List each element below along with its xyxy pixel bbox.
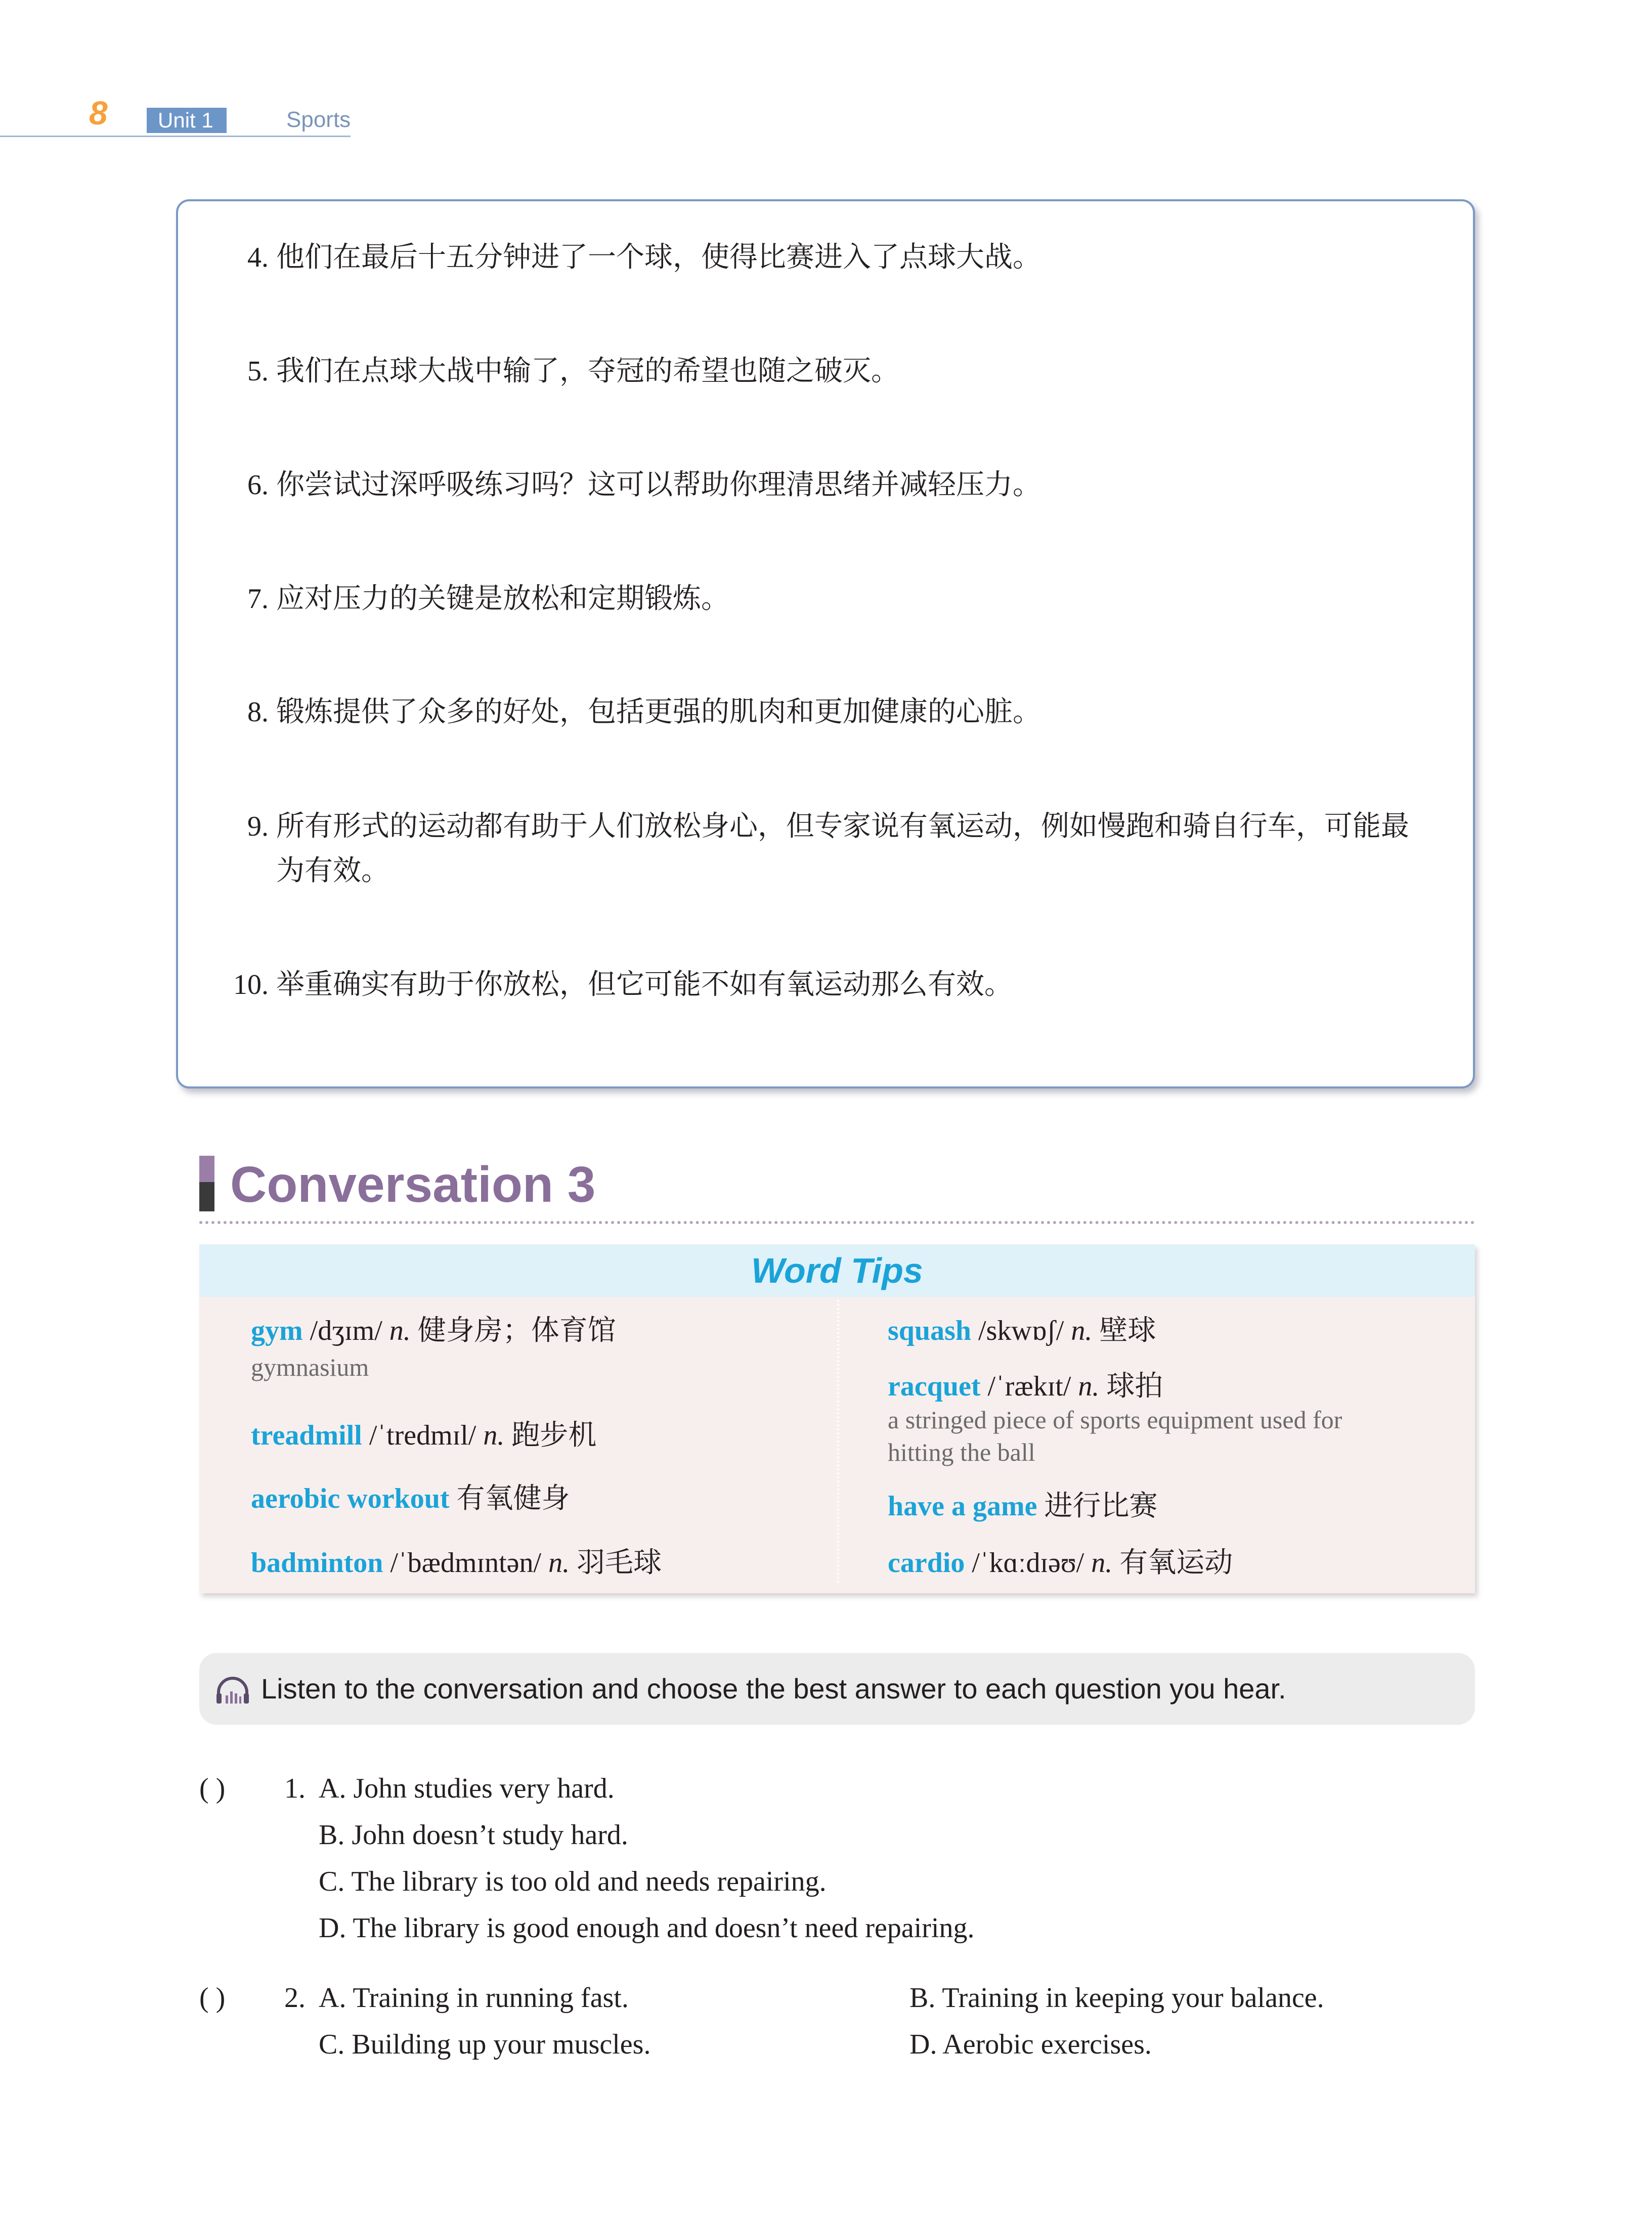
word-entry-gym bbox=[251, 1314, 616, 1347]
entry-meaning: 跑步机 bbox=[511, 1420, 597, 1451]
item-text: 你尝试过深呼吸练习吗？这可以帮助你理清思绪并减轻压力。 bbox=[276, 469, 1041, 501]
entry-meaning: 有氧健身 bbox=[456, 1483, 570, 1514]
entry-pos: n. bbox=[548, 1547, 570, 1579]
item-text: 应对压力的关键是放松和定期锻炼。 bbox=[276, 583, 729, 615]
entry-word: aerobic workout bbox=[251, 1483, 450, 1514]
option-c: C. Building up your muscles. bbox=[319, 2029, 651, 2060]
entry-pos: n. bbox=[483, 1420, 505, 1451]
item-text: 举重确实有助于你放松，但它可能不如有氧运动那么有效。 bbox=[276, 969, 1013, 1000]
option-a: A. John studies very hard. bbox=[319, 1773, 615, 1804]
entry-word: treadmill bbox=[251, 1420, 362, 1451]
answer-blank[interactable]: ( ) bbox=[199, 1982, 226, 2014]
option-c: C. The library is too old and needs repairing. bbox=[319, 1866, 827, 1897]
entry-pos: n. bbox=[389, 1315, 411, 1346]
entry-word: cardio bbox=[888, 1547, 965, 1579]
item-text-continued: 为有效。 bbox=[276, 855, 389, 887]
word-entry-squash bbox=[888, 1314, 1156, 1347]
heading-bar-top bbox=[199, 1156, 214, 1182]
translation-item-10 bbox=[233, 963, 1013, 1007]
entry-meaning: 进行比赛 bbox=[1044, 1491, 1158, 1522]
entry-pos: n. bbox=[1091, 1547, 1113, 1579]
entry-meaning: 羽毛球 bbox=[577, 1547, 662, 1579]
entry-meaning: 球拍 bbox=[1106, 1371, 1163, 1402]
entry-definition-continued: hitting the ball bbox=[888, 1438, 1035, 1466]
listening-instruction bbox=[199, 1653, 1475, 1725]
entry-definition: gymnasium bbox=[251, 1353, 369, 1381]
entry-definition: a stringed piece of sports equipment used for bbox=[888, 1406, 1342, 1434]
translation-item-4 bbox=[247, 235, 1041, 280]
item-number: 8. bbox=[247, 696, 269, 728]
entry-word: have a game bbox=[888, 1491, 1037, 1522]
word-entry-treadmill bbox=[251, 1419, 596, 1452]
answer-blank[interactable]: ( ) bbox=[199, 1773, 226, 1804]
section-name: Sports bbox=[286, 107, 351, 132]
unit-badge: Unit 1 bbox=[147, 108, 227, 133]
word-tips-header bbox=[199, 1244, 1475, 1297]
heading-bar-bottom bbox=[199, 1182, 214, 1211]
word-tips-divider bbox=[837, 1300, 839, 1583]
item-number: 5. bbox=[247, 356, 269, 387]
item-number: 10. bbox=[233, 969, 269, 1000]
entry-ipa: /dʒɪm/ bbox=[310, 1315, 382, 1346]
word-tips-title: Word Tips bbox=[751, 1251, 923, 1290]
headphones-icon bbox=[214, 1675, 251, 1706]
entry-ipa: /ˈbædmɪntən/ bbox=[390, 1547, 542, 1579]
translation-item-7 bbox=[247, 577, 729, 621]
translation-item-6 bbox=[247, 463, 1041, 507]
entry-ipa: /ˈkɑːdɪəʊ/ bbox=[972, 1547, 1084, 1579]
entry-meaning: 有氧运动 bbox=[1119, 1547, 1233, 1579]
entry-meaning: 健身房；体育馆 bbox=[417, 1315, 616, 1346]
item-number: 6. bbox=[247, 469, 269, 501]
header-rule bbox=[0, 136, 351, 137]
option-a: A. Training in running fast. bbox=[319, 1982, 629, 2014]
conversation-title: Conversation 3 bbox=[230, 1156, 596, 1213]
word-entry-racquet bbox=[888, 1370, 1163, 1403]
option-b: B. Training in keeping your balance. bbox=[909, 1982, 1324, 2014]
word-entry-badminton bbox=[251, 1546, 662, 1580]
item-text: 我们在点球大战中输了，夺冠的希望也随之破灭。 bbox=[276, 356, 899, 387]
entry-ipa: /ˈrækɪt/ bbox=[987, 1371, 1071, 1402]
item-number: 7. bbox=[247, 583, 269, 615]
entry-word: gym bbox=[251, 1315, 303, 1346]
translation-item-9 bbox=[247, 804, 1409, 893]
word-entry-cardio bbox=[888, 1546, 1233, 1580]
item-text: 锻炼提供了众多的好处，包括更强的肌肉和更加健康的心脏。 bbox=[276, 696, 1041, 728]
entry-ipa: /skwɒʃ/ bbox=[978, 1315, 1064, 1346]
instruction-text: Listen to the conversation and choose the best answer to each question you hear. bbox=[261, 1673, 1286, 1705]
option-d: D. Aerobic exercises. bbox=[909, 2029, 1152, 2060]
entry-meaning: 壁球 bbox=[1099, 1315, 1156, 1346]
entry-word: racquet bbox=[888, 1371, 981, 1402]
question-number: 2. bbox=[284, 1982, 306, 2014]
entry-ipa: /ˈtredmɪl/ bbox=[369, 1420, 476, 1451]
entry-word: badminton bbox=[251, 1547, 383, 1579]
heading-dotted-rule bbox=[199, 1221, 1475, 1224]
item-number: 4. bbox=[247, 242, 269, 273]
entry-word: squash bbox=[888, 1315, 972, 1346]
word-entry-have-a-game bbox=[888, 1490, 1158, 1523]
entry-pos: n. bbox=[1071, 1315, 1093, 1346]
entry-pos: n. bbox=[1078, 1371, 1100, 1402]
option-b: B. John doesn’t study hard. bbox=[319, 1819, 628, 1851]
item-number: 9. bbox=[247, 811, 269, 842]
translation-item-8 bbox=[247, 690, 1041, 734]
question-number: 1. bbox=[284, 1773, 306, 1804]
page-number: 8 bbox=[89, 94, 108, 132]
option-d: D. The library is good enough and doesn’t need repairing. bbox=[319, 1912, 975, 1944]
translation-box bbox=[176, 199, 1475, 1088]
translation-item-5 bbox=[247, 349, 899, 394]
word-entry-aerobic-workout bbox=[251, 1482, 570, 1515]
item-text: 他们在最后十五分钟进了一个球，使得比赛进入了点球大战。 bbox=[276, 242, 1041, 273]
item-text: 所有形式的运动都有助于人们放松身心，但专家说有氧运动，例如慢跑和骑自行车，可能最 bbox=[276, 811, 1409, 842]
